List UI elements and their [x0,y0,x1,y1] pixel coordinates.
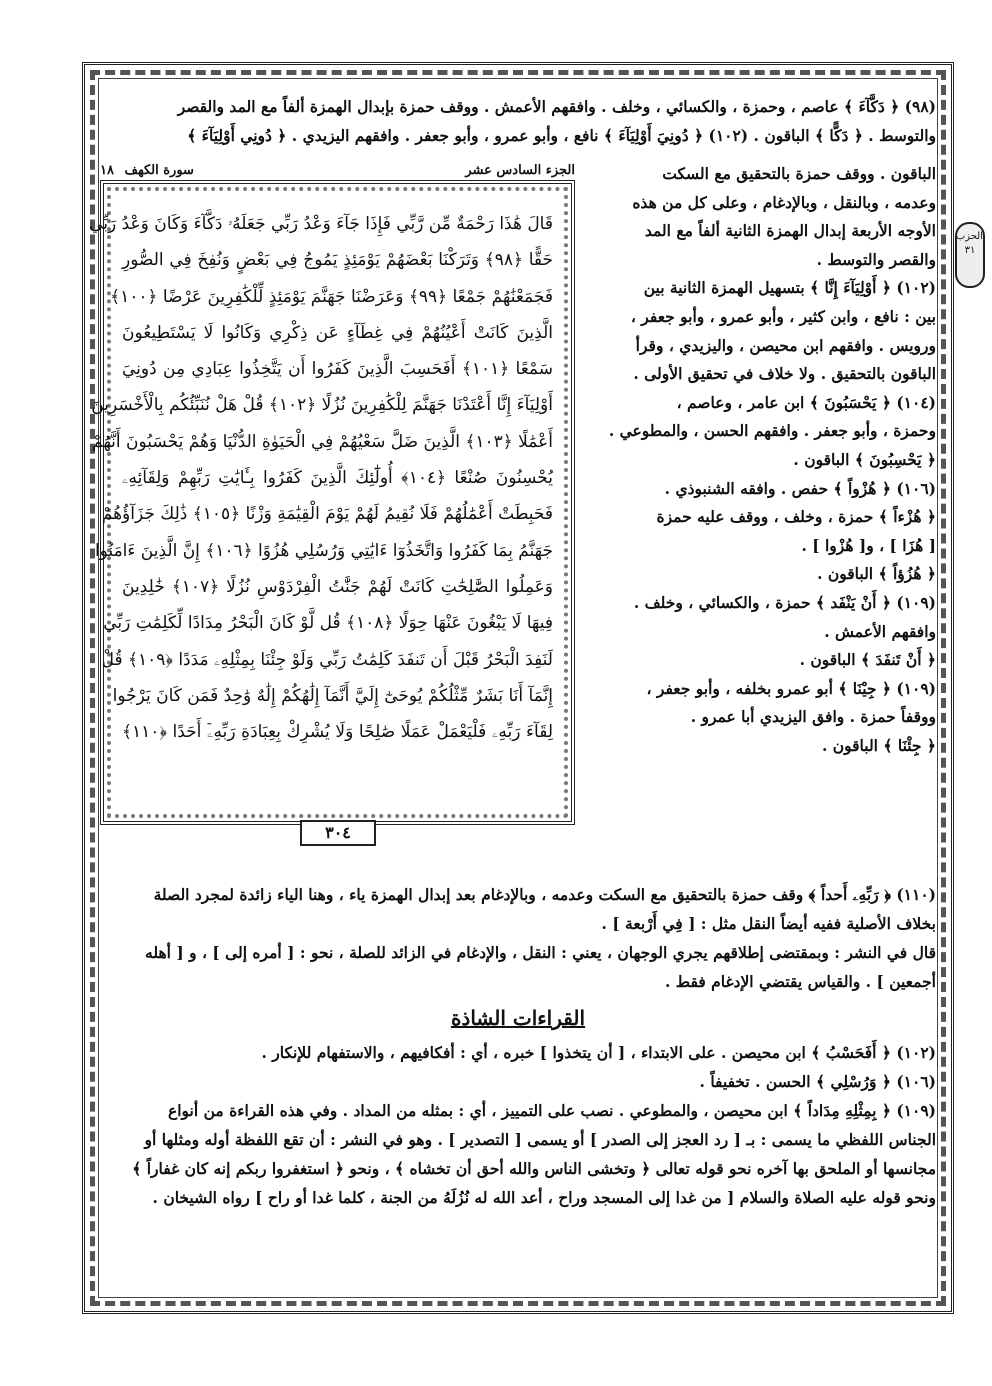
quran-header [100,160,575,180]
quran-line: أَوْلِيَآءَ إِنَّا أَعْتَدْنَا جَهَنَّمَ لِلْكَٰفِرِينَ نُزُلًا ﴿١٠٢﴾ قُلْ هَلْ نُنَبِّئُكُم بِالْأَخْسَرِينَ [91,395,553,416]
quran-line: يُحْسِنُونَ صُنْعًا ﴿١٠٤﴾ أُولَٰٓئِكَ الَّذِينَ كَفَرُوا بِـَٔايَٰتِ رَبِّهِمْ وَلِقَآئِهِۦ [122,468,553,489]
commentary-column [591,160,936,760]
quran-line: وَعَمِلُوا الصَّٰلِحَٰتِ كَانَتْ لَهُمْ جَنَّٰتُ الْفِرْدَوْسِ نُزُلًا ﴿١٠٧﴾ خَٰلِدِينَ [122,576,553,597]
text-line: (١٠٩) ﴿ بِمِثْلِهِ مِدَاداً ﴾ ابن محيصن ، والمطوعي . نصب على التمييز ، أي : بمثله من المداد . وفي هذه القراءة من أنواع [168,1101,936,1120]
text-line: والقصر والتوسط . [816,249,936,269]
quran-line: أَعْمَٰلًا ﴿١٠٣﴾ الَّذِينَ ضَلَّ سَعْيُهُمْ فِي الْحَيَوٰةِ الدُّنْيَا وَهُمْ يَحْسَبُونَ أَنَّهُمْ [92,431,553,452]
hizb-number: ٣١ [964,245,976,256]
text-line: ﴿ أَنْ تَنفَدَ ﴾ الباقون . [799,650,936,670]
text-line: وافقهم الأعمش . [824,621,936,641]
text-line: الباقون . ووقف حمزة بالتحقيق مع السكت [662,164,936,183]
text-line: بين : نافع ، وابن كثير ، وأبو عمرو ، وأبو جعفر ، [630,306,936,326]
hizb-label: الحزب [955,231,983,242]
text-line: [ هُزَا ] ، و[ هُزْوا ] . [801,535,936,555]
text-line: ﴿ يَحْسِبُونَ ﴾ الباقون . [793,449,936,469]
text-line: ونحو قوله عليه الصلاة والسلام [ من غدا إلى المسجد وراح ، أعد الله له نُزُلَهُ من الجنة ، كلما غدا أو راح ] رواه الشيخان . [152,1188,936,1207]
hizb-marker [955,222,985,288]
text-line: (١٠٢) ﴿ أَوْلِيَآءَ إِنَّا ﴾ بتسهيل الهمزة الثانية بين [643,278,936,298]
text-line: مجانسها أو الملحق بها آخره نحو قوله تعالى ﴿ وتخشى الناس والله أحق أن تخشاه ﴾ ، ونحو ﴿ استغفروا ربكم إنه كان غفاراً ﴾ [132,1159,936,1178]
text-line: الجناس اللفظي ما يسمى : بـ [ رد العجز إلى الصدر ] أو يسمى [ التصدير ] . وهو في النشر : أن تقع اللفظة أوله ومثلها أو [144,1130,936,1149]
text-line: أجمعين ] . والقياس يقتضي الإدغام فقط . [664,972,936,991]
quran-line: سَمْعًا ﴿١٠١﴾ أَفَحَسِبَ الَّذِينَ كَفَرُوا أَن يَتَّخِذُوا عِبَادِي مِن دُونِيَ [122,359,553,380]
top-notes [100,92,936,150]
quran-line: الَّذِينَ كَانَتْ أَعْيُنُهُمْ فِي غِطَآءٍ عَن ذِكْرِي وَكَانُوا لَا يَسْتَطِيعُونَ [122,322,553,343]
text-line: ﴿ جِئْنَا ﴾ الباقون . [821,735,936,755]
text-line: (١٠٩) ﴿ جِيْنَا ﴾ أبو عمرو بخلفه ، وأبو جعفر ، [646,678,936,698]
quran-line: لَنَفِدَ الْبَحْرُ قَبْلَ أَن تَنفَدَ كَلِمَٰتُ رَبِّي وَلَوْ جِئْنَا بِمِثْلِهِۦ مَدَدًا ﴿١٠٩﴾ قُلْ [101,649,553,670]
quran-line: فَجَمَعْنَٰهُمْ جَمْعًا ﴿٩٩﴾ وَعَرَضْنَا جَهَنَّمَ يَوْمَئِذٍ لِّلْكَٰفِرِينَ عَرْضًا ﴿١٠٠﴾ [110,286,553,307]
text-line: ﴿ هُزْءاً ﴾ حمزة ، وخلف ، ووقف عليه حمزة [656,507,936,527]
quran-line: لِقَآءَ رَبِّهِۦ فَلْيَعْمَلْ عَمَلًا صَٰلِحًا وَلَا يُشْرِكْ بِعِبَادَةِ رَبِّهِۦٓ أَحَدًا ﴿١١٠﴾ [122,722,553,743]
text-line: والتوسط . ﴿ دَكًّا ﴾ الباقون . (١٠٢) ﴿ دُونِيَ أَوْلِيَآءَ ﴾ نافع ، وأبو عمرو ، وأبو جعفر . وافقهم اليزيدي . ﴿ دُونِي أَوْلِيَآءَ ﴾ [187,126,936,145]
juz-title: الجزء السادس عشر [465,162,575,178]
quran-line: فِيهَا لَا يَبْغُونَ عَنْهَا حِوَلًا ﴿١٠٨﴾ قُل لَّوْ كَانَ الْبَحْرُ مِدَادًا لِّكَلِمَٰتِ رَبِّي [103,613,553,634]
text-line: ﴿ هُزُؤاً ﴾ الباقون . [817,564,936,584]
quran-line: إِنَّمَآ أَنَا بَشَرٌ مِّثْلُكُمْ يُوحَىٰٓ إِلَيَّ أَنَّمَآ إِلَٰهُكُمْ إِلَٰهٌ وَٰحِدٌ فَمَن كَانَ يَرْجُوا [112,685,553,706]
text-line: وعدمه ، وبالنقل ، وبالإدغام ، وعلى كل من هذه [632,192,936,212]
text-line: (١٠٦) ﴿ هُزْواً ﴾ حفص . وافقه الشنبوذي . [664,478,936,498]
text-line: (١١٠) ﴿ رَبِّهِۦ أَحداً ﴾ وقف حمزة بالتحقيق مع السكت وعدمه ، وبالإدغام بعد إبدال الهمزة ياء ، وهنا الياء زائدة لمجرد الصلة [153,885,936,904]
middle-section [89,160,936,875]
quran-text-box [89,180,575,825]
text-line: الباقون بالتحقيق . ولا خلاف في تحقيق الأولى . [633,364,936,384]
text-line: (١٠٦) ﴿ وَرُسْلِي ﴾ الحسن . تخفيفاً . [699,1072,936,1091]
text-line: (١٠٢) ﴿ أَفَحَسْبُ ﴾ ابن محيصن . على الابتداء ، [ أن يتخذوا ] خبره ، أي : أفكافيهم ، والاستفهام للإنكار . [261,1043,936,1062]
text-line: (٩٨) ﴿ دَكَّآءَ ﴾ عاصم ، وحمزة ، والكسائي ، وخلف . وافقهم الأعمش . ووقف حمزة بإبدال الهمزة ألفاً مع المد والقصر [177,97,936,116]
quran-line: حَقًّا ﴿٩٨﴾ وَتَرَكْنَا بَعْضَهُمْ يَوْمَئِذٍ يَمُوجُ فِي بَعْضٍ وَنُفِخَ فِي الصُّورِ [122,250,553,271]
text-line: ورويس . وافقهم ابن محيصن ، واليزيدي ، وقرأ [635,335,936,355]
page-number: ٣٠٤ [300,820,376,846]
surah-title: سورة الكهف ١٨ [100,162,194,178]
text-line: ووقفاً حمزة . وافق اليزيدي أبا عمرو . [690,707,936,727]
text-line: قال في النشر : وبمقتضى إطلاقهم يجري الوجهان ، يعني : النقل ، والإدغام في الزائد للصلة ، نحو : [ أمره إلى ] ، و [ أهله [145,943,936,962]
quran-line: فَحَبِطَتْ أَعْمَٰلُهُمْ فَلَا نُقِيمُ لَهُمْ يَوْمَ الْقِيَٰمَةِ وَزْنًا ﴿١٠٥﴾ ذَٰلِكَ جَزَآؤُهُمْ [101,504,553,525]
text-line: (١٠٤) ﴿ يَحْسَبُونَ ﴾ ابن عامر ، وعاصم ، [676,392,936,412]
text-line: (١٠٩) ﴿ أَنْ يَنْفَد ﴾ حمزة ، والكسائي ، وخلف . [633,592,936,612]
section-title: القراءات الشاذة [450,1006,586,1030]
quran-lines [89,206,553,750]
text-line: الأوجه الأربعة إبدال الهمزة الثانية ألفاً مع المد [644,221,936,241]
quran-line: جَهَنَّمُ بِمَا كَفَرُوا وَاتَّخَذُوٓا ءَايَٰتِي وَرُسُلِي هُزُوًا ﴿١٠٦﴾ إِنَّ الَّذِينَ ءَامَنُوا [94,540,553,561]
bottom-notes [100,880,936,1212]
text-line: بخلاف الأصلية ففيه أيضاً النقل مثل : [ فِي أَرْبعة ] . [601,914,936,933]
text-line: وحمزة ، وأبو جعفر . وافقهم الحسن ، والمطوعي . [608,421,936,441]
quran-line: قَالَ هَٰذَا رَحْمَةٌ مِّن رَّبِّي فَإِذَا جَآءَ وَعْدُ رَبِّي جَعَلَهُۥ دَكَّآءَ وَكَانَ وَعْدُ رَبِّي [89,214,553,234]
